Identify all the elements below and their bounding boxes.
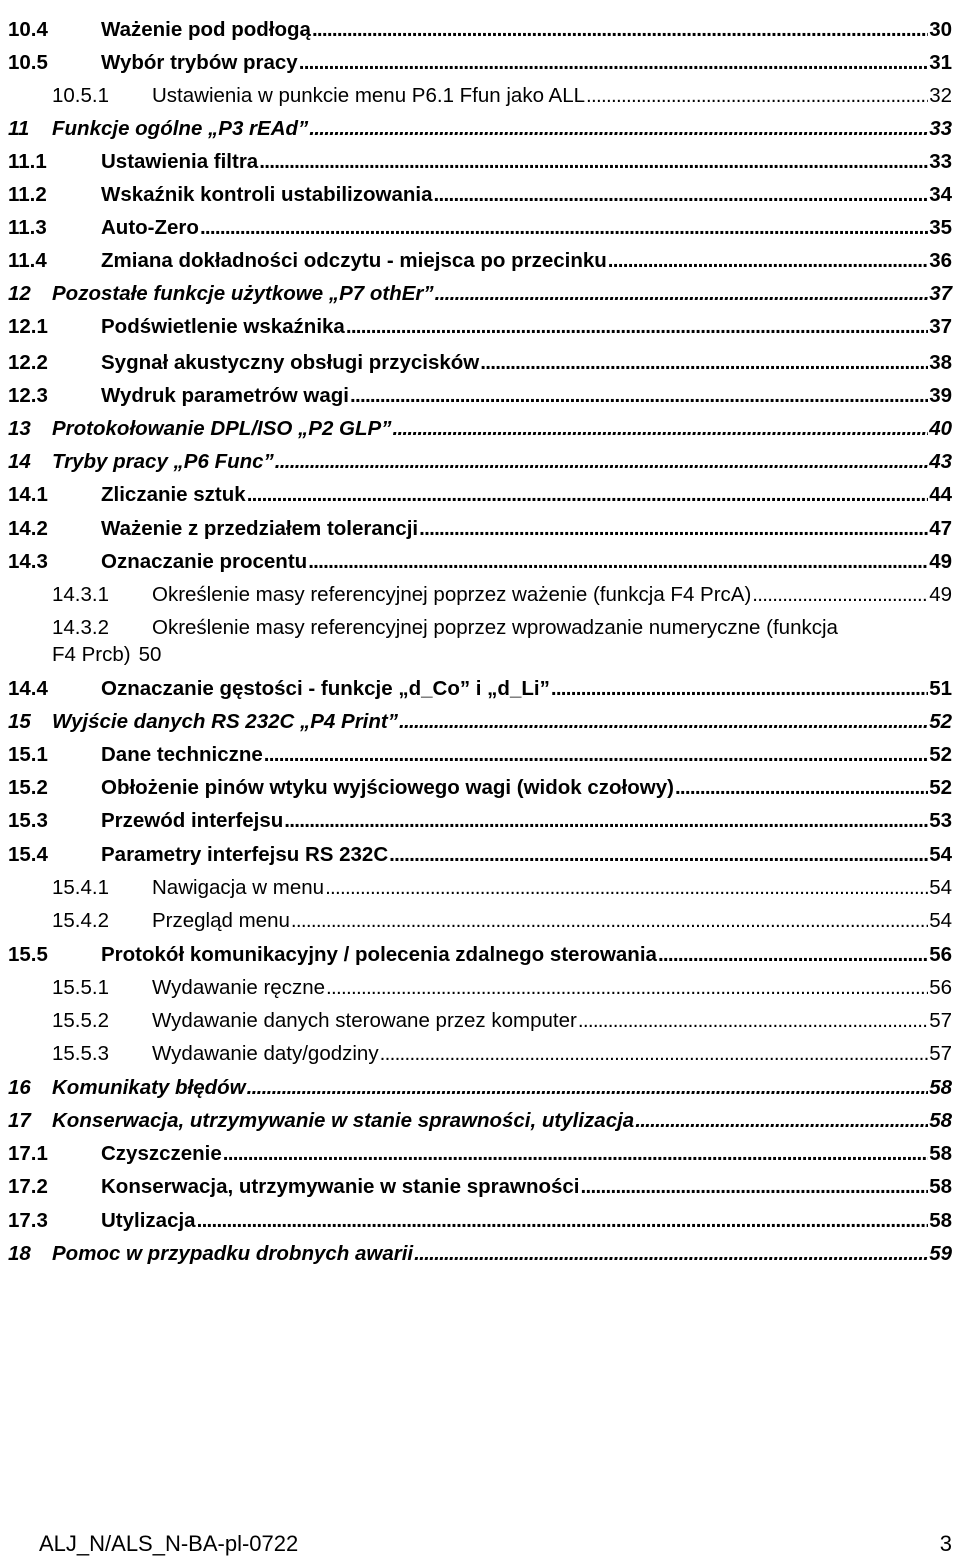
toc-dot-leader bbox=[291, 904, 928, 937]
toc-entry[interactable] bbox=[0, 672, 960, 705]
toc-entry[interactable] bbox=[0, 178, 960, 211]
toc-entry-title: Przegląd menu bbox=[152, 909, 290, 932]
toc-entry[interactable] bbox=[0, 211, 960, 244]
toc-entry-page: 51 bbox=[929, 677, 952, 700]
toc-entry-line bbox=[101, 838, 952, 871]
toc-entry-title: Wydawanie ręczne bbox=[152, 976, 326, 999]
toc-entry-title: Ważenie pod podłogą bbox=[101, 18, 311, 41]
toc-entry-title: Utylizacja bbox=[101, 1209, 196, 1232]
toc-entry-page: 39 bbox=[929, 384, 952, 407]
toc-dot-leader bbox=[581, 1170, 929, 1203]
toc-entry[interactable] bbox=[0, 46, 960, 79]
toc-entry-number: 14.3.1 bbox=[52, 583, 109, 606]
toc-entry-title: Podświetlenie wskaźnika bbox=[101, 315, 345, 338]
toc-entry[interactable] bbox=[0, 938, 960, 971]
toc-entry-line bbox=[101, 938, 952, 971]
toc-entry-title: Sygnał akustyczny obsługi przycisków bbox=[101, 351, 480, 374]
toc-entry-number: 15.1 bbox=[8, 743, 48, 766]
toc-entry-title: Określenie masy referencyjnej poprzez wprowadzanie numeryczne (funkcja bbox=[152, 616, 838, 639]
toc-entry-number: 15.4 bbox=[8, 843, 48, 866]
toc-entry[interactable] bbox=[0, 310, 960, 343]
toc-entry-number: 14.3 bbox=[8, 550, 48, 573]
toc-entry-page: 54 bbox=[929, 876, 952, 899]
toc-entry[interactable] bbox=[0, 971, 960, 1004]
toc-entry[interactable] bbox=[0, 512, 960, 545]
toc-entry-title: Funkcje ogólne „P3 rEAd” bbox=[52, 117, 309, 140]
toc-entry[interactable] bbox=[0, 1170, 960, 1203]
toc-entry-title: Pozostałe funkcje użytkowe „P7 othEr” bbox=[52, 282, 434, 305]
toc-entry-title: Ustawienia w punkcie menu P6.1 Ffun jako ALL bbox=[152, 84, 586, 107]
toc-entry-line bbox=[52, 112, 952, 145]
toc-entry-number: 15.5.3 bbox=[52, 1042, 109, 1065]
toc-entry-line bbox=[101, 672, 952, 705]
toc-entry-title: Zmiana dokładności odczytu - miejsca po przecinku bbox=[101, 249, 607, 272]
toc-entry[interactable] bbox=[0, 738, 960, 771]
toc-entry-page: 32 bbox=[929, 84, 952, 107]
toc-dot-leader bbox=[658, 938, 928, 971]
toc-entry-title: Obłożenie pinów wtyku wyjściowego wagi (widok czołowy) bbox=[101, 776, 674, 799]
toc-dot-leader bbox=[635, 1104, 928, 1137]
toc-entry-number: 14 bbox=[8, 450, 31, 473]
toc-entry-title: Wybór trybów pracy bbox=[101, 51, 298, 74]
toc-entry-number: 10.4 bbox=[8, 18, 48, 41]
toc-dot-leader bbox=[325, 871, 928, 904]
toc-entry-title: Nawigacja w menu bbox=[152, 876, 325, 899]
toc-entry-page: 34 bbox=[929, 183, 952, 206]
toc-entry-page: 57 bbox=[929, 1042, 952, 1065]
toc-entry-number: 17.2 bbox=[8, 1175, 48, 1198]
toc-entry-number: 10.5.1 bbox=[52, 84, 109, 107]
toc-dot-leader bbox=[578, 1004, 928, 1037]
toc-dot-leader bbox=[433, 178, 928, 211]
toc-entry[interactable] bbox=[0, 771, 960, 804]
toc-entry-number: 16 bbox=[8, 1076, 31, 1099]
toc-entry-line bbox=[152, 904, 952, 937]
toc-entry-line bbox=[101, 13, 952, 46]
toc-entry-number: 11.2 bbox=[8, 183, 47, 206]
toc-entry[interactable] bbox=[0, 545, 960, 578]
page-footer bbox=[0, 1523, 960, 1563]
toc-entry-page: 54 bbox=[929, 909, 952, 932]
toc-entry-page: 56 bbox=[929, 976, 952, 999]
toc-dot-leader bbox=[308, 545, 928, 578]
toc-entry-page: 37 bbox=[929, 315, 952, 338]
toc-entry[interactable] bbox=[0, 1037, 960, 1070]
toc-dot-leader bbox=[414, 1237, 928, 1270]
toc-entry-title: Wydawanie daty/godziny bbox=[152, 1042, 379, 1065]
toc-entry-page: 49 bbox=[929, 583, 952, 606]
toc-entry[interactable] bbox=[0, 1004, 960, 1037]
toc-entry-page: 49 bbox=[929, 550, 952, 573]
toc-entry-title: Konserwacja, utrzymywanie w stanie sprawności bbox=[101, 1175, 580, 1198]
toc-entry-line bbox=[152, 871, 952, 904]
toc-entry-line bbox=[101, 145, 952, 178]
toc-entry-number: 11.1 bbox=[8, 150, 47, 173]
toc-entry-number: 15.4.2 bbox=[52, 909, 109, 932]
toc-entry[interactable] bbox=[0, 578, 960, 611]
toc-entry-line bbox=[101, 178, 952, 211]
page-number: 3 bbox=[939, 1531, 952, 1556]
toc-entry-line bbox=[101, 545, 952, 578]
toc-entry-number: 17.1 bbox=[8, 1142, 48, 1165]
toc-entry-line bbox=[101, 738, 952, 771]
toc-entry[interactable] bbox=[0, 871, 960, 904]
toc-entry-line bbox=[101, 244, 952, 277]
toc-entry-title: Protokołowanie DPL/ISO „P2 GLP” bbox=[52, 417, 392, 440]
toc-entry-line bbox=[52, 705, 952, 738]
toc-entry-page: 43 bbox=[929, 450, 952, 473]
toc-entry[interactable] bbox=[0, 1137, 960, 1170]
toc-entry[interactable] bbox=[0, 1204, 960, 1237]
toc-entry[interactable] bbox=[0, 705, 960, 738]
toc-entry-page: 50 bbox=[138, 643, 162, 666]
toc-entry-number: 14.4 bbox=[8, 677, 48, 700]
toc-entry[interactable] bbox=[0, 346, 960, 379]
document-code: ALJ_N/ALS_N-BA-pl-0722 bbox=[39, 1531, 299, 1556]
toc-dot-leader bbox=[480, 346, 928, 379]
toc-entry-line bbox=[101, 804, 952, 837]
toc-dot-leader bbox=[586, 79, 928, 112]
toc-entry-line bbox=[152, 971, 952, 1004]
toc-entry-page: 38 bbox=[929, 351, 952, 374]
toc-entry-title: Oznaczanie gęstości - funkcje „d_Co” i „d_Li” bbox=[101, 677, 550, 700]
toc-dot-leader bbox=[435, 277, 929, 310]
toc-entry-page: 58 bbox=[929, 1109, 952, 1132]
toc-entry-line bbox=[52, 445, 952, 478]
toc-entry-page: 52 bbox=[929, 743, 952, 766]
toc-entry-page: 40 bbox=[929, 417, 952, 440]
toc-entry-number: 12.1 bbox=[8, 315, 48, 338]
toc-entry-title: Wydawanie danych sterowane przez komputer bbox=[152, 1009, 577, 1032]
toc-entry-page: 58 bbox=[929, 1209, 952, 1232]
toc-dot-leader bbox=[312, 13, 928, 46]
toc-entry-line bbox=[101, 1204, 952, 1237]
toc-entry-line bbox=[101, 512, 952, 545]
toc-entry-page: 47 bbox=[929, 517, 952, 540]
toc-entry[interactable] bbox=[0, 1071, 960, 1104]
toc-entry-number: 13 bbox=[8, 417, 31, 440]
toc-dot-leader bbox=[264, 738, 928, 771]
toc-entry-number: 15.5 bbox=[8, 943, 48, 966]
toc-entry-number: 11.4 bbox=[8, 249, 47, 272]
toc-entry-line bbox=[101, 771, 952, 804]
toc-dot-leader bbox=[284, 804, 928, 837]
toc-entry-page: 54 bbox=[929, 843, 952, 866]
toc-entry-page: 52 bbox=[929, 710, 952, 733]
toc-entry-line bbox=[101, 379, 952, 412]
toc-entry-line bbox=[101, 211, 952, 244]
toc-entry-title: Ważenie z przedziałem tolerancji bbox=[101, 517, 419, 540]
toc-entry-page: 35 bbox=[929, 216, 952, 239]
toc-entry-title: Komunikaty błędów bbox=[52, 1076, 246, 1099]
toc-dot-leader bbox=[247, 478, 929, 511]
toc-dot-leader bbox=[752, 578, 928, 611]
toc-entry[interactable] bbox=[0, 112, 960, 145]
toc-dot-leader bbox=[380, 1037, 929, 1070]
toc-entry-title: Określenie masy referencyjnej poprzez ważenie (funkcja F4 PrcA) bbox=[152, 583, 752, 606]
toc-entry-page: 52 bbox=[929, 776, 952, 799]
toc-entry-title: Wskaźnik kontroli ustabilizowania bbox=[101, 183, 433, 206]
toc-dot-leader bbox=[200, 211, 928, 244]
toc-entry-line bbox=[101, 1170, 952, 1203]
toc-dot-leader bbox=[419, 512, 928, 545]
toc-entry-line bbox=[152, 1004, 952, 1037]
toc-entry[interactable] bbox=[0, 277, 960, 310]
toc-entry[interactable] bbox=[0, 412, 960, 445]
toc-dot-leader bbox=[223, 1137, 928, 1170]
toc-entry-title: Wyjście danych RS 232C „P4 Print” bbox=[52, 710, 398, 733]
toc-entry-line bbox=[52, 1104, 952, 1137]
toc-entry[interactable] bbox=[0, 1104, 960, 1137]
toc-entry-number: 14.1 bbox=[8, 483, 48, 506]
toc-entry-title: Ustawienia filtra bbox=[101, 150, 259, 173]
toc-entry[interactable] bbox=[0, 838, 960, 871]
toc-entry-line bbox=[101, 478, 952, 511]
toc-dot-leader bbox=[392, 412, 928, 445]
toc-dot-leader bbox=[275, 445, 928, 478]
toc-entry-line bbox=[152, 578, 952, 611]
toc-entry[interactable] bbox=[0, 904, 960, 937]
toc-entry[interactable] bbox=[0, 13, 960, 46]
toc-entry-page: 31 bbox=[929, 51, 952, 74]
toc-entry[interactable] bbox=[0, 478, 960, 511]
toc-entry-line bbox=[101, 46, 952, 79]
toc-entry-page: 58 bbox=[929, 1142, 952, 1165]
toc-entry-page: 58 bbox=[929, 1175, 952, 1198]
toc-entry-number: 10.5 bbox=[8, 51, 48, 74]
toc-entry-number: 14.2 bbox=[8, 517, 48, 540]
toc-dot-leader bbox=[197, 1204, 929, 1237]
toc-entry-number: 14.3.2 bbox=[52, 616, 109, 639]
toc-entry-title: Wydruk parametrów wagi bbox=[101, 384, 349, 407]
toc-entry-page: 44 bbox=[929, 483, 952, 506]
toc-entry[interactable] bbox=[0, 1237, 960, 1270]
toc-entry-title-continuation bbox=[52, 638, 161, 671]
toc-entry-title-line2: F4 Prcb) bbox=[52, 643, 131, 666]
toc-entry-number: 15.3 bbox=[8, 809, 48, 832]
toc-entry-page: 57 bbox=[929, 1009, 952, 1032]
toc-entry-title: Przewód interfejsu bbox=[101, 809, 284, 832]
toc-entry-title: Dane techniczne bbox=[101, 743, 263, 766]
toc-entry-line bbox=[52, 1071, 952, 1104]
toc-entry-number: 17 bbox=[8, 1109, 31, 1132]
toc-entry[interactable] bbox=[0, 79, 960, 112]
toc-dot-leader bbox=[326, 971, 928, 1004]
toc-dot-leader bbox=[675, 771, 928, 804]
toc-entry[interactable] bbox=[0, 244, 960, 277]
toc-entry-line bbox=[152, 79, 952, 112]
toc-entry-title: Protokół komunikacyjny / polecenia zdalnego sterowania bbox=[101, 943, 657, 966]
toc-entry-number: 11 bbox=[8, 117, 30, 140]
toc-entry-title: Konserwacja, utrzymywanie w stanie sprawności, utylizacja bbox=[52, 1109, 635, 1132]
toc-entry-page: 59 bbox=[929, 1242, 952, 1265]
toc-entry-line bbox=[101, 1137, 952, 1170]
toc-entry-line bbox=[52, 412, 952, 445]
toc-entry-title: Czyszczenie bbox=[101, 1142, 222, 1165]
toc-entry-number: 18 bbox=[8, 1242, 31, 1265]
toc-entry-page: 36 bbox=[929, 249, 952, 272]
toc-entry-title: Zliczanie sztuk bbox=[101, 483, 246, 506]
toc-dot-leader bbox=[259, 145, 928, 178]
toc-dot-leader bbox=[309, 112, 928, 145]
toc-entry-number: 15.4.1 bbox=[52, 876, 109, 899]
toc-entry-page: 58 bbox=[929, 1076, 952, 1099]
toc-entry-line bbox=[52, 1237, 952, 1270]
toc-entry-title: Oznaczanie procentu bbox=[101, 550, 308, 573]
toc-entry-line bbox=[101, 310, 952, 343]
toc-entry-line bbox=[101, 346, 952, 379]
toc-entry-title: Tryby pracy „P6 Func” bbox=[52, 450, 274, 473]
toc-entry-number: 12 bbox=[8, 282, 31, 305]
toc-entry-line bbox=[152, 1037, 952, 1070]
toc-entry-line bbox=[52, 277, 952, 310]
toc-entry-number: 17.3 bbox=[8, 1209, 48, 1232]
toc-entry-number: 15 bbox=[8, 710, 31, 733]
toc-entry-title: Pomoc w przypadku drobnych awarii bbox=[52, 1242, 414, 1265]
toc-entry-page: 53 bbox=[929, 809, 952, 832]
toc-dot-leader bbox=[346, 310, 928, 343]
toc-entry-number: 15.5.1 bbox=[52, 976, 109, 999]
toc-entry-number: 12.2 bbox=[8, 351, 48, 374]
toc-entry-number: 15.5.2 bbox=[52, 1009, 109, 1032]
toc-entry-number: 15.2 bbox=[8, 776, 48, 799]
toc-dot-leader bbox=[299, 46, 928, 79]
toc-entry-page: 33 bbox=[929, 117, 952, 140]
toc-entry[interactable] bbox=[0, 445, 960, 478]
toc-entry[interactable] bbox=[0, 804, 960, 837]
toc-dot-leader bbox=[247, 1071, 929, 1104]
toc-entry-title: Parametry interfejsu RS 232C bbox=[101, 843, 389, 866]
toc-entry[interactable] bbox=[0, 145, 960, 178]
toc-entry-page: 37 bbox=[929, 282, 952, 305]
toc-dot-leader bbox=[551, 672, 928, 705]
toc-dot-leader bbox=[399, 705, 928, 738]
toc-dot-leader bbox=[350, 379, 928, 412]
toc-entry[interactable] bbox=[0, 379, 960, 412]
toc-entry-page: 33 bbox=[929, 150, 952, 173]
toc-entry-title: Auto-Zero bbox=[101, 216, 199, 239]
toc-dot-leader bbox=[608, 244, 928, 277]
toc-entry-number: 12.3 bbox=[8, 384, 48, 407]
toc-entry-page: 56 bbox=[929, 943, 952, 966]
toc-dot-leader bbox=[389, 838, 928, 871]
toc-entry-number: 11.3 bbox=[8, 216, 47, 239]
toc-entry-page: 30 bbox=[929, 18, 952, 41]
